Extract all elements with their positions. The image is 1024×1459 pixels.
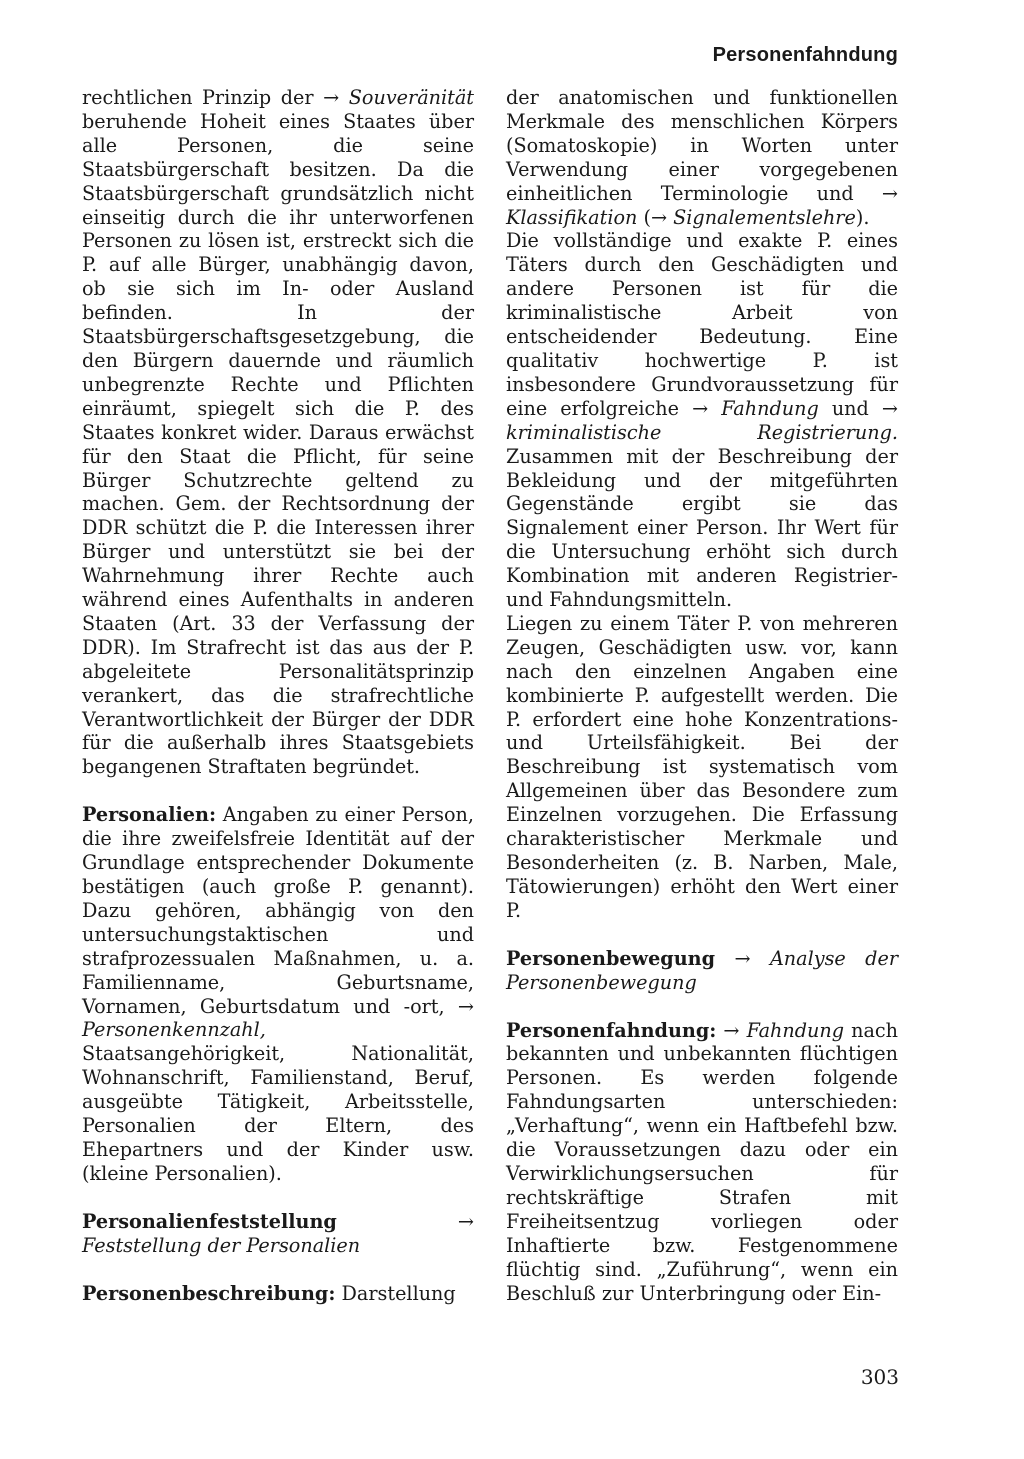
page-number: 303: [860, 1365, 899, 1389]
cross-reference: Personenkennzahl,: [82, 1018, 266, 1042]
text-run: Angaben zu einer Person, die ihre zweifelsfreie Identität auf der Grundlage entsprechender Dokumente bestätigen (auch große P. genannt). Dazu gehören, abhängig von den untersuchungstaktischen und strafprozessualen Maßnahmen, u. a. Familienname, Geburtsname, Vornamen, Geburtsdatum und -ort, →: [82, 803, 474, 1018]
cross-reference: Fahndung: [746, 1018, 845, 1042]
entry-personenbewegung: [506, 947, 898, 995]
paragraph-kombinierte-p: [506, 612, 898, 923]
text-run: der anatomischen und funktionellen Merkmale des menschlichen Körpers (Somatoskopie) in Worten unter Verwendung einer vorgegebenen einheitlichen Terminologie und →: [506, 86, 898, 205]
paragraph-vollstaendige-p: [506, 229, 898, 612]
cross-reference: Analyse der Personenbewegung: [506, 946, 898, 994]
text-run: Darstellung: [335, 1281, 456, 1305]
headword: Personenbeschreibung:: [82, 1281, 336, 1305]
entry-personalien: [82, 803, 474, 1186]
headword: Personalien:: [82, 803, 217, 827]
cross-reference: kriminalistische Registrierung.: [506, 420, 898, 444]
text-run: nach bekannten und unbekannten flüchtigen Personen. Es werden folgende Fahndungsarten unterschieden: „Verhaftung“, wenn ein Haftbefehl bzw. die Voraussetzungen dazu oder ein Verwirklichungsersuchen für rechtskräftige Strafen mit Freiheitsentzug vorliegen oder Inhaftierte bzw. Festgenommene flüchtig sind. „Zuführung“, wenn ein Beschluß zur Unterbringung oder Ein-: [506, 1018, 899, 1305]
cross-reference: Fahndung: [721, 396, 819, 420]
entry-personalienfeststellung: [82, 1210, 474, 1258]
text-run: (→: [637, 205, 674, 229]
text-run: Liegen zu einem Täter P. von mehreren Zeugen, Geschädigten usw. vor, kann nach den einzelnen Angaben eine kombinierte P. aufgestellt werden. Die P. erfordert eine hohe Konzentrations- und Urteilsfähigkeit. Bei der Beschreibung ist systematisch vom Allgemeinen über das Besondere zum Einzelnen vorzugehen. Die Erfassung charakteristischer Merkmale und Besonderheiten (z. B. Narben, Male, Tätowierungen) erhöht den Wert einer P.: [506, 611, 898, 922]
right-column: [506, 86, 898, 1305]
text-run: beruhende Hoheit eines Staates über alle Personen, die seine Staatsbürgerschaft besitzen. Da die Staatsbürgerschaft grundsätzlich nicht einseitig durch die ihr unterworfenen Personen zu lösen ist, erstreckt sich die P. auf alle Bürger, unabhängig davon, ob sie sich im In- oder Ausland befinden. In der Staatsbürgerschaftsgesetzgebung, die den Bürgern dauernde und räumlich unbegrenzte Rechte und Pflichten einräumt, spiegelt sich die P. des Staates konkret wider. Daraus erwächst für den Staat die Pflicht, für seine Bürger Schutzrechte geltend zu machen. Gem. der Rechtsordnung der DDR schützt die P. die Interessen ihrer Bürger und unterstützt sie bei der Wahrnehmung ihrer Rechte auch während eines Aufenthalts in anderen Staaten (Art. 33 der Verfassung der DDR). Im Strafrecht ist das aus der P. abgeleitete Personalitätsprinzip verankert, das die strafrechtliche Verantwortlichkeit der Bürger der DDR für die außerhalb ihres Staatsgebiets begangenen Straftaten begründet.: [82, 109, 474, 779]
left-column: [82, 86, 474, 1306]
text-run: Staatsangehörigkeit, Nationalität, Wohnanschrift, Familienstand, Beruf, ausgeübte Tätigkeit, Arbeitsstelle, Personalien der Eltern, des Ehepartners und der Kinder usw. (kleine Personalien).: [82, 1042, 474, 1185]
paragraph-personenbeschreibung-cont: [506, 86, 898, 229]
cross-reference: Klassifikation: [506, 205, 638, 229]
text-run: Die vollständige und exakte P. eines Täters durch den Geschädigten und andere Personen ist für die kriminalistische Arbeit von entscheidender Bedeutung. Eine qualitativ hochwertige P. ist insbesondere Grundvoraussetzung für eine erfolgreiche →: [506, 229, 898, 420]
text-run: und →: [818, 396, 898, 420]
headword: Personenbewegung: [506, 946, 716, 970]
text-run: rechtlichen Prinzip der →: [82, 86, 349, 109]
text-run: ).: [855, 205, 870, 229]
headword: Personalienfeststellung: [82, 1209, 337, 1233]
running-header: Personenfahndung: [712, 44, 898, 66]
headword: Personenfahndung:: [506, 1018, 717, 1042]
paragraph-souveraenitaet: [82, 86, 474, 779]
entry-personenbeschreibung: [82, 1282, 474, 1306]
cross-reference: Signalementslehre: [673, 205, 856, 229]
text-run: →: [716, 1018, 747, 1042]
entry-personenfahndung: [506, 1019, 898, 1306]
cross-reference: Feststellung der Personalien: [82, 1233, 361, 1257]
cross-reference: Souveränität: [348, 86, 474, 109]
text-run: →: [715, 946, 770, 970]
text-run: Zusammen mit der Beschreibung der Bekleidung und der mitgeführten Gegenstände ergibt sie das Signalement einer Person. Ihr Wert für die Untersuchung erhöht sich durch Kombination mit anderen Registrier- und Fahndungsmitteln.: [506, 444, 898, 612]
text-run: →: [336, 1209, 474, 1233]
